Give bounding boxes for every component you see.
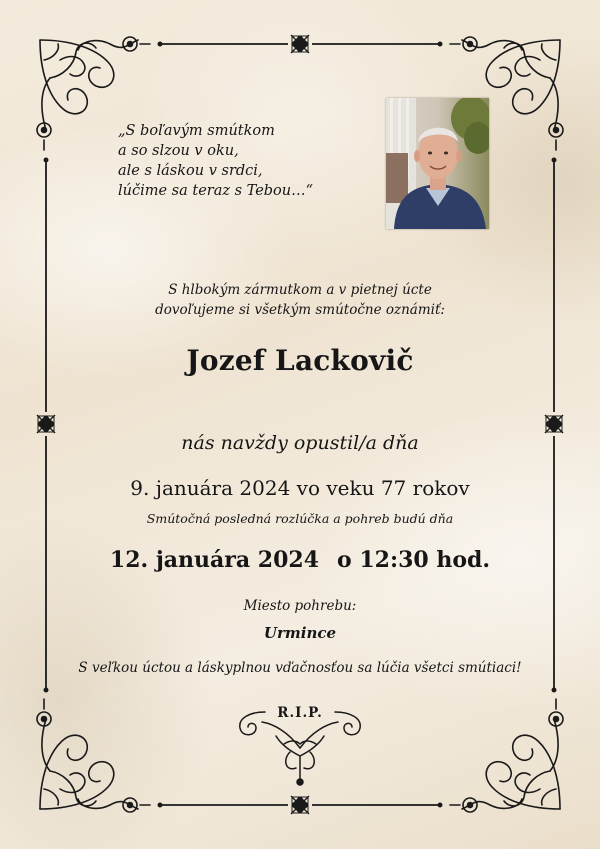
- funeral-date: 12. januára 2024: [109, 547, 320, 573]
- intro-line-1: S hlbokým zármutkom a v pietnej úcte: [168, 282, 432, 298]
- rip-ornament-icon: [240, 712, 360, 785]
- deceased-photo: [386, 98, 489, 229]
- death-date-and-age: 9. januára 2024 vo veku 77 rokov: [130, 476, 470, 500]
- poem-line: a so slzou v oku,: [118, 143, 239, 159]
- cross-icon-top: [291, 35, 309, 53]
- intro-line-2: dovoľujeme si všetkým smútočne oznámiť:: [155, 302, 445, 318]
- passed-away-label: nás navždy opustil/a dňa: [181, 432, 419, 454]
- funeral-intro: Smútočná posledná rozlúčka a pohreb budú dňa: [146, 511, 454, 526]
- memorial-poem: [118, 121, 358, 201]
- poem-line: ale s láskou v srdci,: [118, 163, 263, 179]
- announcement-intro: [0, 280, 600, 320]
- cross-icon-bottom: [291, 796, 309, 814]
- burial-place: Urmince: [263, 624, 337, 642]
- poem-line: „S boľavým smútkom: [118, 123, 275, 139]
- deceased-name: Jozef Lackovič: [186, 344, 414, 377]
- funeral-time: o 12:30 hod.: [337, 547, 491, 573]
- cross-icon-right: [545, 415, 563, 433]
- rip-text: R.I.P.: [277, 705, 323, 721]
- poem-line: lúčime sa teraz s Tebou…“: [118, 183, 314, 199]
- cross-icon-left: [37, 415, 55, 433]
- burial-place-label: Miesto pohrebu:: [243, 598, 357, 614]
- funeral-date-time: [0, 547, 600, 573]
- closing-line: S veľkou úctou a láskyplnou vďačnosťou sa lúčia všetci smútiaci!: [78, 660, 522, 676]
